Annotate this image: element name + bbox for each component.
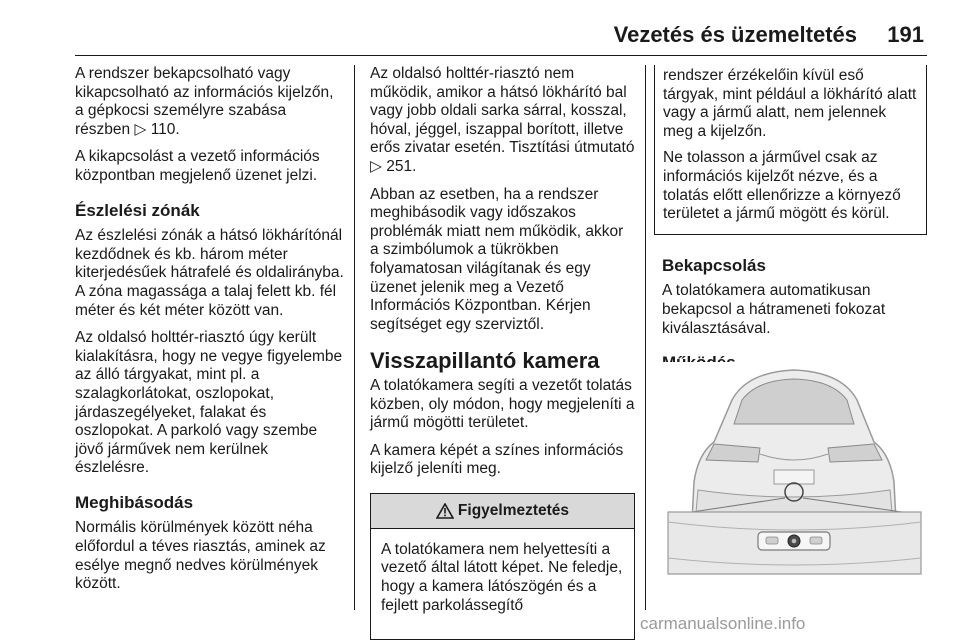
paragraph: A kamera képét a színes információs kijelző jeleníti meg.: [370, 441, 624, 478]
reference-arrow-icon: ▷: [370, 157, 382, 175]
warning-text: A tolatókamera nem helyettesíti a vezető által látott képet. Ne feledje, hogy a kamera látószögén és a fejlett parkolássegítő: [381, 540, 623, 614]
page-reference: 110.: [150, 120, 180, 138]
warning-box: [370, 493, 635, 640]
rear-camera-illustration: [662, 362, 927, 606]
heading-activation: Bekapcsolás: [662, 255, 766, 275]
header-rule: [75, 55, 927, 56]
paragraph: Az oldalsó holttér-riasztó úgy került kialakításra, hogy ne vegye figyelembe az álló tárgyakat, mint pl. a szalagkorlátokat, oszlopokat, járdaszegélyeket, falakat és oszlopokat. A parkoló vagy szembe jövő járművek nem kerülnek észlelésre.: [75, 329, 343, 477]
car-rear-image: [662, 362, 927, 606]
column-2: [370, 65, 635, 640]
paragraph: rendszer érzékelőin kívül eső tárgyak, mint például a lökhárító alatt vagy a jármű alatt, nem jelennek meg a kijelzőn.: [663, 67, 917, 140]
page-reference: 251.: [386, 157, 417, 175]
warning-triangle-icon: [436, 503, 454, 519]
heading-fault: Meghibásodás: [75, 492, 194, 512]
column-divider: [645, 65, 646, 610]
page-number: 191: [887, 22, 924, 47]
paragraph: A kikapcsolást a vezető információs központban megjelenő üzenet jelzi.: [75, 148, 320, 184]
paragraph: A tolatókamera segíti a vezetőt tolatás közben, oly módon, hogy megjeleníti a jármű mögötti területet.: [370, 376, 635, 432]
paragraph: Ne tolasson a járművel csak az információs kijelzőt nézve, és a tolatás előtt ellenőrizze a környező területet a jármű mögött és körül.: [663, 149, 901, 223]
reference-arrow-icon: ▷: [134, 120, 147, 138]
column-divider: [354, 65, 355, 610]
warning-box-continued: [654, 65, 927, 235]
column-1: [75, 65, 345, 603]
paragraph: A tolatókamera automatikusan bekapcsol a hátrameneti fokozat kiválasztásával.: [662, 282, 886, 337]
warning-title: Figyelmeztetés: [457, 501, 570, 519]
paragraph: Normális körülmények között néha előfordul a téves riasztás, aminek az esélye megnő nedves körülmények között.: [75, 519, 326, 593]
column-3: [662, 65, 927, 380]
paragraph: Abban az esetben, ha a rendszer meghibásodik vagy időszakos problémák miatt nem működik, akkor a szimbólumok a tükrökben folyamatosan világítanak és egy üzenet jelenik meg a Vezető Információs Központban. Kérjen segítséget egy szerviztől.: [370, 185, 624, 333]
watermark: carmanualsonline.info: [640, 614, 806, 633]
heading-rear-camera: Visszapillantó kamera: [370, 348, 600, 374]
paragraph: A rendszer bekapcsolható vagy kikapcsolható az információs kijelzőn, a gépkocsi személyre szabása részben ▷ 110.: [75, 65, 334, 138]
heading-detection-zones: Észlelési zónák: [75, 200, 200, 220]
paragraph: Az oldalsó holttér-riasztó nem működik, amikor a hátsó lökhárító bal vagy jobb oldali sarka sárral, kosszal, hóval, jéggel, iszappal borított, illetve erős zivatar esetén. Tisztítási útmutató ▷ 251.: [370, 65, 635, 175]
warning-header: [371, 493, 634, 529]
paragraph: Az észlelési zónák a hátsó lökhárítónál kezdődnek és kb. három méter kiterjedésűek hátrafelé és oldalirányba. A zóna magassága a talaj felett kb. fél méter és két méter között van.: [75, 227, 344, 319]
page-title: Vezetés és üzemeltetés: [613, 22, 857, 47]
